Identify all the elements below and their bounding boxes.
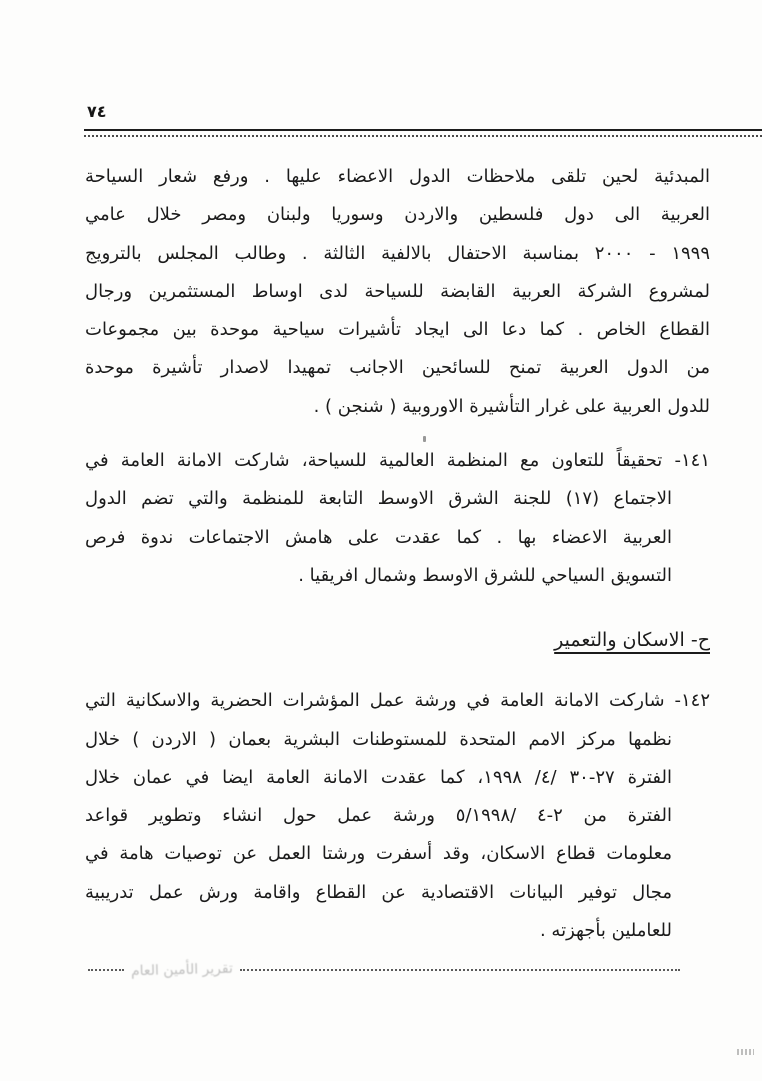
text-line: مجال توفير البيانات الاقتصادية عن القطاع واقامة ورش عمل تدريبية bbox=[85, 881, 672, 903]
text-line: العربية الاعضاء بها . كما عقدت على هامش الاجتماعات ندوة فرص bbox=[85, 526, 672, 548]
ink-speck-artifact bbox=[423, 436, 426, 442]
text-line: لمشروع الشركة العربية القابضة للسياحة لدى اوساط المستثمرين ورجال bbox=[85, 280, 710, 302]
text-line: نظمها مركز الامم المتحدة للمستوطنات البشرية بعمان ( الاردن ) خلال bbox=[85, 728, 672, 750]
numbered-item-141 bbox=[85, 442, 710, 595]
page-footer bbox=[88, 956, 680, 984]
text-line: من الدول العربية تمنح للسائحين الاجانب تمهيدا لاصدار تأشيرة موحدة bbox=[85, 357, 710, 379]
text-line: الفترة من ٢-٤ /٥/١٩٩٨ ورشة عمل حول انشاء وتطوير قواعد bbox=[85, 805, 673, 827]
numbered-item-142 bbox=[85, 682, 710, 950]
paragraph-intro-continuation bbox=[85, 158, 710, 426]
text-line: الاجتماع (١٧) للجنة الشرق الاوسط التابعة للمنظمة والتي تضم الدول bbox=[85, 488, 672, 510]
text-line: القطاع الخاص . كما دعا الى ايجاد تأشيرات سياحية موحدة بين مجموعات bbox=[85, 319, 710, 341]
section-header-housing-construction: ح- الاسكان والتعمير bbox=[554, 629, 710, 652]
text-line: المبدئية لحين تلقى ملاحظات الدول الاعضاء عليها . ورفع شعار السياحة bbox=[85, 166, 710, 187]
text-line: ١٤١- تحقيقاً للتعاون مع المنظمة العالمية للسياحة، شاركت الامانة العامة في bbox=[85, 450, 710, 472]
footer-dotted-line-left bbox=[88, 969, 124, 971]
text-line: للدول العربية على غرار التأشيرة الاوروبية ( شنجن ) . bbox=[313, 395, 710, 417]
text-line: ١٤٢- شاركت الامانة العامة في ورشة عمل المؤشرات الحضرية والاسكانية التي bbox=[85, 690, 710, 712]
page-number: ٧٤ bbox=[87, 102, 107, 121]
text-line: الفترة ٢٧-٣٠ /٤/ ١٩٩٨، كما عقدت الامانة العامة ايضا في عمان خلال bbox=[85, 766, 672, 788]
document-body bbox=[85, 158, 710, 950]
text-line: ١٩٩٩ - ٢٠٠٠ بمناسبة الاحتفال بالالفية الثالثة . وطالب المجلس بالترويج bbox=[85, 242, 710, 264]
footer-stamp-text: تقرير الأمين العام bbox=[130, 960, 234, 980]
text-line: للعاملين بأجهزته . bbox=[539, 920, 672, 942]
header-rule-line bbox=[84, 129, 762, 137]
text-line: العربية الى دول فلسطين والاردن وسوريا ولبنان ومصر خلال عامي bbox=[85, 204, 710, 226]
footer-dotted-line-right bbox=[240, 969, 680, 971]
text-line: معلومات قطاع الاسكان، وقد أسفرت ورشتا العمل عن توصيات هامة في bbox=[85, 843, 672, 865]
text-line: التسويق السياحي للشرق الاوسط وشمال افريقيا . bbox=[298, 564, 672, 586]
corner-smudge-artifact bbox=[737, 1049, 754, 1055]
